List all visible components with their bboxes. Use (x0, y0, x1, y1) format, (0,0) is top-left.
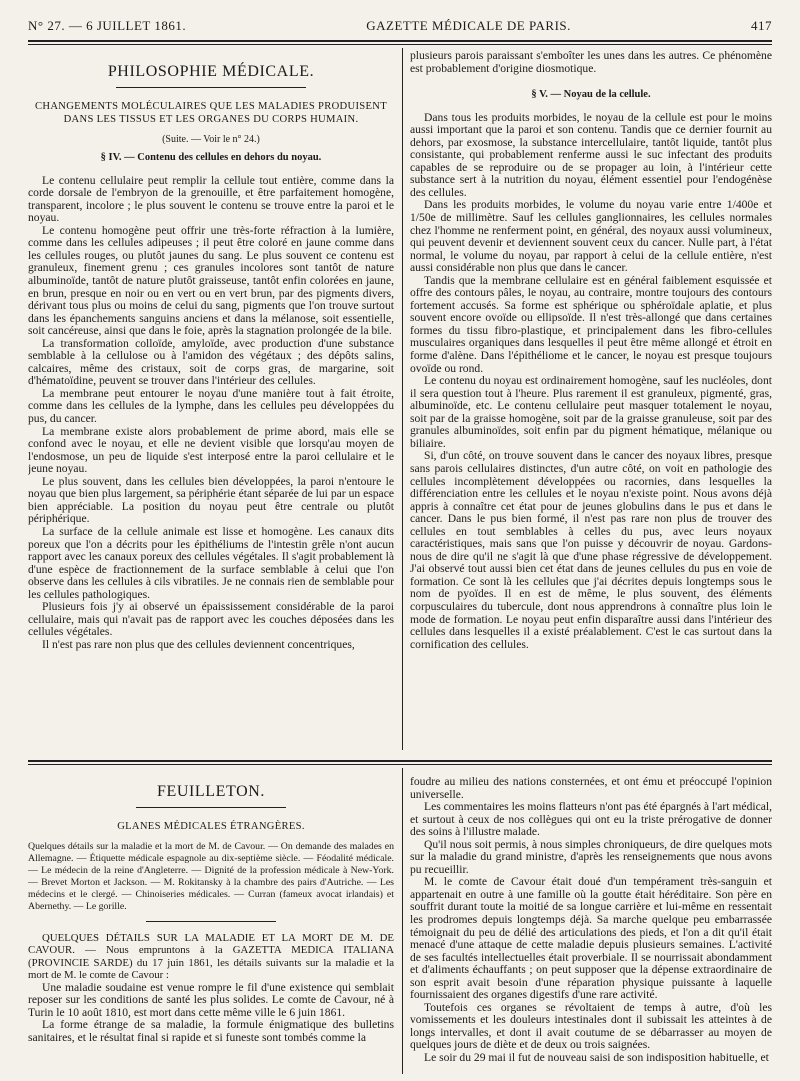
feuilleton-subtitle: GLANES MÉDICALES ÉTRANGÈRES. (117, 820, 305, 832)
philosophie-column (28, 50, 394, 750)
noyau-column (410, 50, 772, 750)
journal-title: GAZETTE MÉDICALE DE PARIS. (366, 18, 571, 33)
body-paragraph: Le contenu cellulaire peut remplir la cellule tout entière, comme dans la corde dorsale de l'embryon de la grenouille, et être parfaitement homogène, transparent, incolore ; le plus souvent le contenu se trouve entre la paroi et le noyau. (28, 173, 394, 225)
body-paragraph: Qu'il nous soit permis, à nous simples chroniqueurs, de dire quelques mots sur la maladie du grand ministre, d'après les renseignements que nous avons pu recueillir. (410, 837, 772, 876)
body-paragraph: Le contenu du noyau est ordinairement homogène, sauf les nucléoles, dont il sera question tout à l'heure. Plus rarement il est granuleux, pigmenté, gras, albuminoïde, etc. Le contenu cellulaire peut masquer totalement le noyau, soit par de la graisse homogène, soit par de la graisse granuleuse, soit par des granules albuminoïdes, soit enfin par du pigment hématique, mélanique ou biliaire. (410, 374, 772, 450)
suite-note: (Suite. — Voir le n° 24.) (162, 133, 260, 145)
body-paragraph: Toutefois ces organes se révoltaient de temps à autre, d'où les vomissements et les douleurs intestinales dont il subissait les atteintes à de longs intervalles, et dont il avait coutume de se débarrasser au moyen de quelques jours de diète et de deux ou trois saignées. (410, 1000, 772, 1052)
section-title: PHILOSOPHIE MÉDICALE. (107, 63, 315, 80)
paragraph-heading: § V. — Noyau de la cellule. (531, 89, 651, 101)
body-paragraph: M. le comte de Cavour était doué d'un tempérament très-sanguin et appartenait en outre à une famille où la goutte était héréditaire. Son père en souffrit durant toute la moitié de sa longue carrière et lui-même en ressentait les prodromes depuis longtemps déjà. Sa marche quelque peu embarrassée témoignait du peu de délié des articulations des pieds, et l'on a dit qu'il était menacé d'une attaque de cette maladie depuis plusieurs semaines. L'activité de ses facultés intellectuelles était proverbiale. Il se nourrissait abondamment et d'aliments échauffants ; on peut supposer que la dépense extraordinaire de son esprit avait besoin d'une réparation physique puissante à laquelle fournissaient des organes digestifs d'une rare activité. (410, 875, 772, 1002)
title-rule (136, 807, 286, 808)
body-paragraph: Le soir du 29 mai il fut de nouveau saisi de son indisposition habituelle, et (424, 1051, 769, 1065)
page-number: 417 (751, 18, 772, 33)
body-paragraph: Tandis que la membrane cellulaire est en général faiblement esquissée et offre des contours pâles, le noyau, au contraire, montre toujours des contours fortement accusés. Sa forme est sphérique ou sphéroïdale aplatie, et plus souvent encore ovoïde ou ellipsoïde. Il n'est très-allongé que dans certaines formes du tissu fibro-plastique, et principalement dans les fibro-cellules musculaires organiques dans lesquelles il peut être même allongé et étroit en forme d'alène. Dans l'épithéliome et le cancer, le noyau est presque toujours ovoïde ou rond. (410, 273, 772, 375)
body-paragraph: Plusieurs fois j'y ai observé un épaississement considérable de la paroi cellulaire, mais qui n'avait pas de rapport avec les couches déposées dans les cellules végétales. (28, 600, 394, 639)
article-heading: QUELQUES DÉTAILS SUR LA MALADIE ET LA MORT DE M. DE CAVOUR. (28, 931, 394, 957)
body-paragraph: Dans les produits morbides, le volume du noyau varie entre 1/400e et 1/50e de millimètre. Sauf les cellules ganglionnaires, les cellules normales chez l'homme ne renferment point, en général, des noyaux aussi volumineux, qui peuvent devenir et deviennent souvent ceux du cancer. Nulle part, à l'état normal, le volume du noyau, par rapport à celui de la cellule entière, n'est aussi considérable non plus que dans le cancer. (410, 198, 772, 275)
article-subtitle: CHANGEMENTS MOLÉCULAIRES QUE LES MALADIES PRODUISENT DANS LES TISSUS ET LES ORGANES DU CORPS HUMAIN. (35, 100, 387, 125)
body-paragraph: Le plus souvent, dans les cellules bien développées, la paroi n'entoure le noyau que bien plus largement, sa périphérie étant séparée de lui par un espace bien appréciable. La position du noyau peut être centrale ou plutôt périphérique. (28, 474, 394, 526)
body-paragraph: Une maladie soudaine est venue rompre le fil d'une existence qui semblait reposer sur les conditions de santé les plus solides. Le comte de Cavour, né à Turin le 10 août 1810, est mort dans cette même ville le 6 juin 1861. (28, 980, 394, 1019)
feuilleton-title: FEUILLETON. (156, 783, 266, 800)
article-lead (28, 932, 394, 982)
body-paragraph: La transformation colloïde, amyloïde, avec production d'une substance semblable à la cellulose ou à l'amidon des végétaux ; des dépôts salins, calcaires, même des cristaux, soit de corps gras, de margarine, soit d'hématoïdine, peuvent se trouver dans l'intérieur des cellules. (28, 336, 394, 388)
body-paragraph: La membrane existe alors probablement de prime abord, mais elle se confond avec le noyau, et elle ne devient visible que lorsqu'au moyen de l'endosmose, un peu de liquide s'est interposé entre la paroi cellulaire et le jeune noyau. (28, 424, 394, 476)
feuilleton-summary: Quelques détails sur la maladie et la mort de M. de Cavour. — On demande des malades en Allemagne. — Étiquette médicale espagnole au dix-septième siècle. — Féodalité médicale. — Le médecin de la reine d'Angleterre. — Dignité de la profession médicale à New-York. — Brevet Morton et Jackson. — M. Rokitansky à la chambre des pairs d'Autriche. — Les médecins et le clergé. — Chinoiseries médicales. — Curran (fameux avocat irlandais) et Abernethy. — Le gorille. (28, 840, 394, 912)
article-intro: — Nous empruntons à la GAZETTA MEDICA ITALIANA (PROVINCIE SARDE) du 17 juin 1861, les détails suivants sur la maladie et la mort de M. le comte de Cavour : (28, 944, 394, 982)
body-paragraph: Si, d'un côté, on trouve souvent dans le cancer des noyaux libres, presque sans parois cellulaires distinctes, d'un autre côté, on voit en pathologie des cellules incomplètement développées ou racornies, dans lesquelles la différenciation entre les cellules et le noyau n'existe point. Nous avons déjà appris à connaître cet état pour de jeunes globulins dans le pus et dans le cancer. Dans le pus bien formé, il n'est pas rare non plus de trouver des cellules en tout semblables à celles du pus, avec leurs noyaux caractéristiques, mais sans que l'on puisse y découvrir de noyau. Gardons-nous de dire qu'il ne s'agit là que d'une phase régressive de développement. J'ai observé tout aussi bien cet état dans de jeunes cellules du pus en voie de formation. Ce sont là les cellules que j'ai décrites depuis longtemps sous le nom de pyoïdes. Il en est de même, le plus souvent, des éléments corpusculaires du tubercule, dont nous apprendrons à connaître plus loin le mode de formation. Le noyau peut enfin disparaître aussi dans l'intérieur des cellules dans lesquelles il a existé préalablement. C'est le cas surtout dans la cornification des cellules. (410, 449, 772, 651)
body-paragraph: La surface de la cellule animale est lisse et homogène. Les canaux dits poreux que l'on a décrits pour les épithéliums de l'intestin grêle n'ont aucun rapport avec les canaux poreux des cellules végétales. Il s'agit probablement là d'une espèce de fractionnement de la surface semblable à celui que l'on observe dans les cellules à cils vibratiles. Je ne connais rien de semblable pour les cellules pathologiques. (28, 524, 394, 601)
body-paragraph: Les commentaires les moins flatteurs n'ont pas été épargnés à l'art médical, et surtout à ceux de nos collègues qui ont eu la triste prérogative de donner des soins à l'illustre malade. (410, 800, 772, 839)
issue-date: N° 27. — 6 JUILLET 1861. (28, 18, 187, 33)
body-paragraph: Il n'est pas rare non plus que des cellules deviennent concentriques, (42, 637, 355, 651)
header-rule (28, 40, 772, 42)
summary-rule (146, 921, 276, 922)
continued-paragraph: plusieurs parois paraissant s'emboîter les unes dans les autres. Ce phénomène est probablement d'origine diosmotique. (410, 50, 772, 75)
body-paragraph: Le contenu homogène peut offrir une très-forte réfraction à la lumière, comme dans les cellules adipeuses ; il peut être coloré en jaune comme dans les cellules rouges, ou plutôt jaunes du sang. Le plus souvent ce contenu est granuleux, finement grenu ; ces granules incolores sont tantôt de nature albuminoïde, tantôt de nature plutôt graisseuse, tantôt enfin colorées en jaune, en brun, presque en noir ou en vert ou en vert brun, par des pigments divers, dérivant tous plus ou moins de celui du sang, pigments que l'on trouve surtout dans les épanchements sanguins anciens et dans la mélanose, soit essentielle, soit cancéreuse, ainsi que dans le foie, après la stagnation prolongée de la bile. (28, 223, 394, 338)
column-divider (402, 768, 403, 1074)
running-head (28, 18, 772, 38)
title-rule (116, 87, 306, 88)
body-paragraph: La forme étrange de sa maladie, la formule énigmatique des bulletins sanitaires, et le résultat final si rapide et si funeste sont tombés comme la (28, 1018, 394, 1044)
feuilleton-separator-thin (28, 764, 772, 765)
body-paragraph: La membrane peut entourer le noyau d'une manière tout à fait étroite, comme dans les cellules de la lymphe, dans les cellules peu développées du pus, du cancer. (28, 386, 394, 426)
column-divider (402, 48, 403, 750)
feuilleton-separator (28, 760, 772, 762)
continued-paragraph: foudre au milieu des nations consternées, et ont ému et préoccupé l'opinion universelle. (410, 776, 772, 801)
feuilleton-right-column (410, 776, 772, 1072)
feuilleton-left-column (28, 770, 394, 1072)
header-rule-thin (28, 44, 772, 45)
body-paragraph: Dans tous les produits morbides, le noyau de la cellule est pour le moins aussi important que la paroi et son contenu. Tandis que ce dernier fournit au dehors, par exosmose, la substance intercellulaire, tantôt liquide, tantôt plus consistante, qui probablement renferme aussi le suc infectant des produits capables de se reproduire ou de se propager au loin, à l'intérieur cette substance sert à la nutrition du noyau, élément essentiel pour l'endogénèse des cellules. (410, 110, 772, 199)
paragraph-heading: § IV. — Contenu des cellules en dehors du noyau. (100, 152, 322, 164)
